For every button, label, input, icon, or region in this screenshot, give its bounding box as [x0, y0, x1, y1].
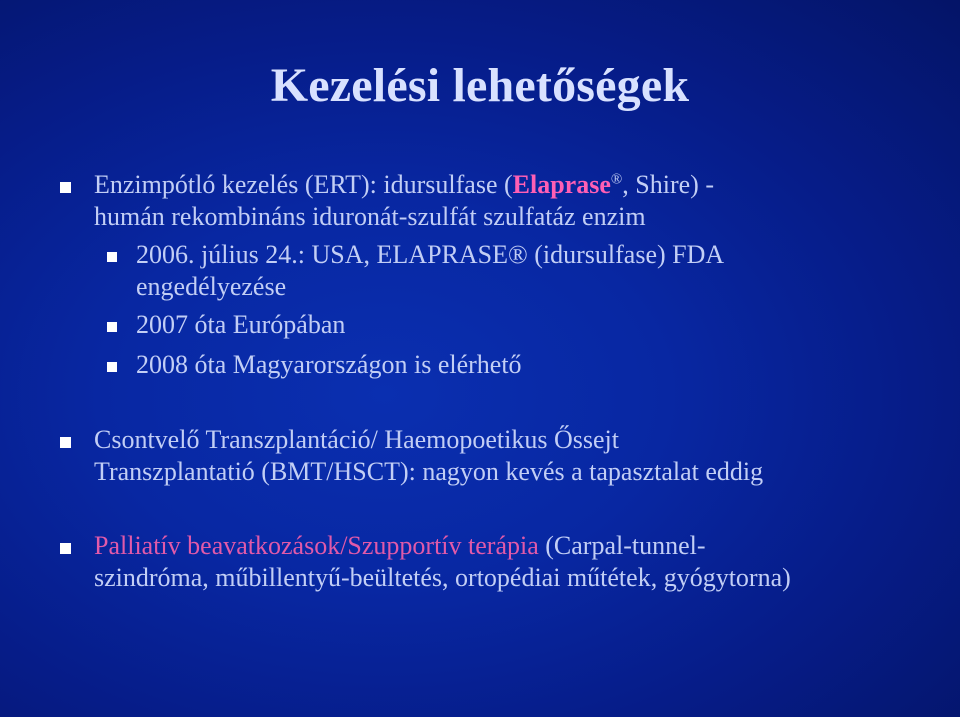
sub-hungary: 2008 óta Magyarországon is elérhető: [136, 350, 522, 379]
bullet-square-icon: [60, 182, 71, 193]
item-palliative-line2: szindróma, műbillentyű-beültetés, ortopédiai műtétek, gyógytorna): [94, 563, 791, 592]
item-bmt-line2: Transzplantatió (BMT/HSCT): nagyon kevés a tapasztalat eddig: [94, 457, 764, 486]
sub-europe: 2007 óta Európában: [136, 310, 346, 339]
bullet-square-icon: [60, 543, 71, 554]
sub-bullet-square-icon: [107, 362, 117, 372]
item-ert-line1: [94, 172, 714, 198]
sub-bullet-square-icon: [107, 252, 117, 262]
item-palliative-line1: [94, 533, 706, 559]
item-bmt-line1: Csontvelő Transzplantáció/ Haemopoetikus Őssejt: [94, 425, 620, 454]
slide-title: Kezelési lehetőségek: [270, 59, 690, 112]
bullet-square-icon: [60, 437, 71, 448]
palliative-after: (Carpal-tunnel-: [538, 531, 706, 560]
sub-fda-line2: engedélyezése: [136, 272, 287, 301]
item-ert-line2: humán rekombináns iduronát-szulfát szulfatáz enzim: [94, 202, 646, 231]
palliative-highlight: Palliatív beavatkozások/Szupportív terápia: [94, 531, 539, 560]
registered-mark: ®: [610, 171, 623, 188]
sub-fda-line1: 2006. július 24.: USA, ELAPRASE® (idursulfase) FDA: [136, 240, 725, 269]
elaprase-highlight: Elaprase: [512, 170, 611, 199]
sub-bullet-square-icon: [107, 322, 117, 332]
item-ert-text: Enzimpótló kezelés (ERT): idursulfase (: [94, 170, 513, 199]
item-ert-text-after: , Shire) -: [622, 170, 714, 199]
